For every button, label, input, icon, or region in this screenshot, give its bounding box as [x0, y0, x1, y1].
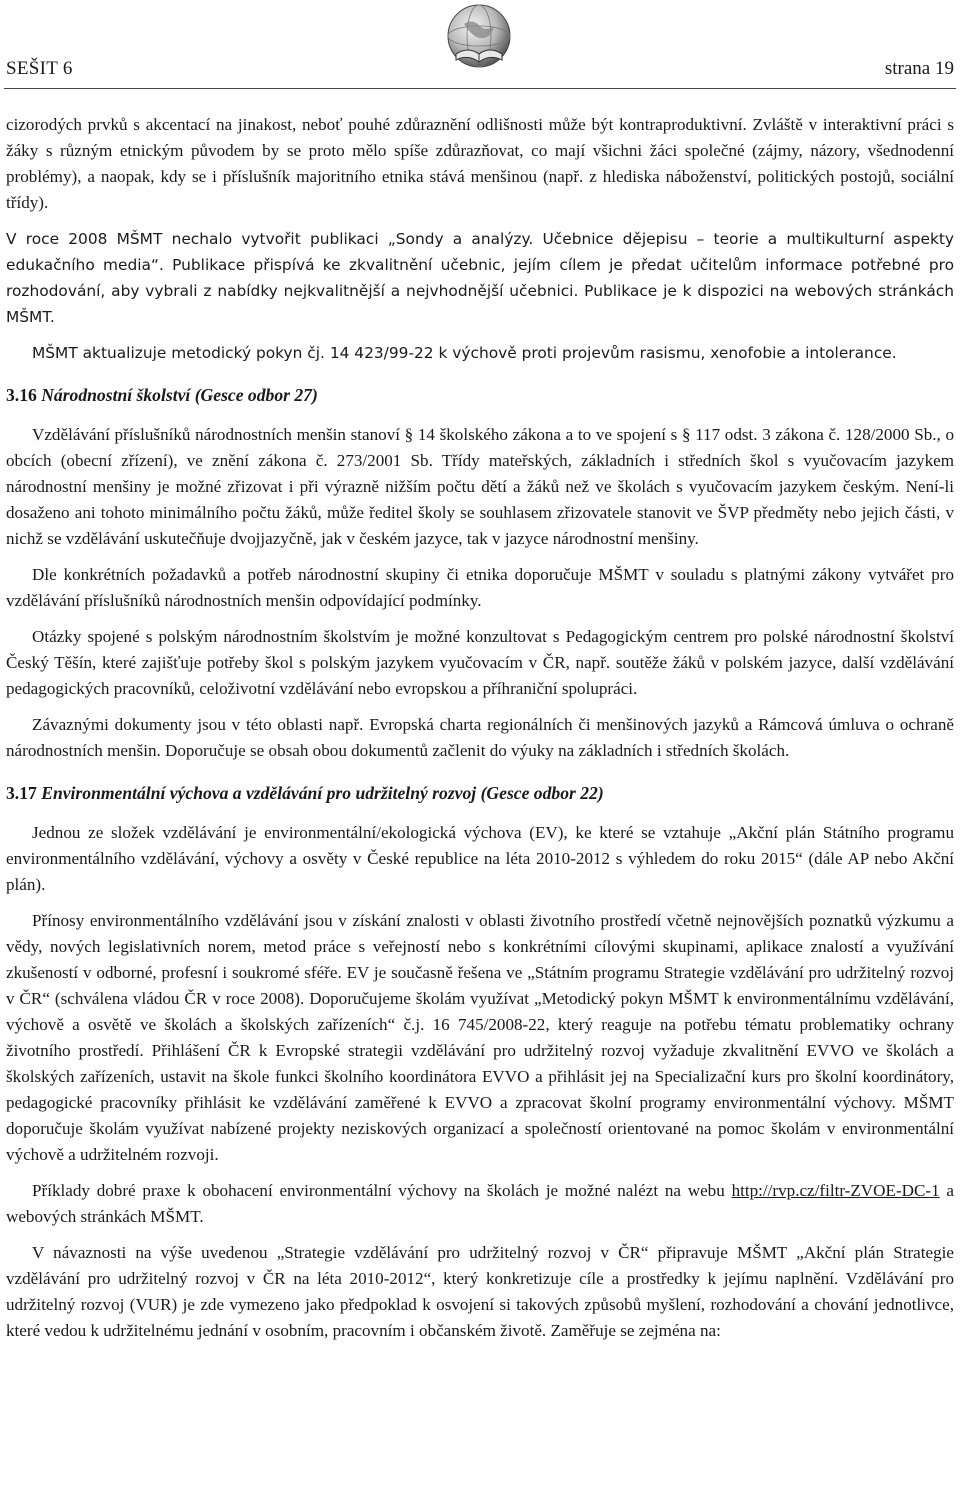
section-heading-3-16: [6, 382, 954, 408]
paragraph: Vzdělávání příslušníků národnostních menšin stanoví § 14 školského zákona a to ve spojení s § 117 odst. 3 zákona č. 128/2000 Sb., o obcích (obecní zřízení), ve znění zákona č. 273/2001 Sb. Třídy mateřských, základních i středních škol s vyučovacím jazykem národnostní menšiny je možné zřizovat i při výrazně nižším počtu dětí a žáků než ve školách s vyučovacím jazykem českým. Není-li dosaženo ani tohoto minimálního počtu žáků, může ředitel školy se souhlasem zřizovatele stanovit ve ŠVP předměty nebo jejich části, v nichž se vzdělávání uskutečňuje dvojjazyčně, jak v českém jazyce, tak v jazyce národnostní menšiny.: [6, 425, 954, 548]
paragraph: Závaznými dokumenty jsou v této oblasti např. Evropská charta regionálních či menšinových jazyků a Rámcová úmluva o ochraně národnostních menšin. Doporučuje se obsah obou dokumentů začlenit do výuky na základních i středních školách.: [6, 715, 954, 760]
page-header: [0, 0, 960, 110]
section-number: 3.16: [6, 385, 37, 405]
paragraph-with-link: [6, 1178, 954, 1230]
paragraph: V návaznosti na výše uvedenou „Strategie vzdělávání pro udržitelný rozvoj v ČR“ připravuje MŠMT „Akční plán Strategie vzdělávání pro udržitelný rozvoj v ČR na léta 2010-2012“, který konkretizuje cíle a prostředky k jejímu naplnění. Vzdělávání pro udržitelný rozvoj (VUR) je zde vymezeno jako předpoklad k osvojení si takových způsobů myšlení, rozhodování a chování jednotlivce, které vedou k udržitelnému jednání v osobním, pracovním i občanském životě. Zaměřuje se zejména na:: [6, 1243, 954, 1340]
header-divider: [4, 88, 956, 89]
section-number: 3.17: [6, 783, 37, 803]
section-title: Environmentální výchova a vzdělávání pro udržitelný rozvoj (Gesce odbor 22): [41, 783, 604, 803]
paragraph-text: a webových stránkách MŠMT.: [6, 1181, 954, 1226]
paragraph-methodical-instruction: MŠMT aktualizuje metodický pokyn čj. 14 423/99-22 k výchově proti projevům rasismu, xenofobie a intolerance.: [32, 344, 897, 362]
paragraph-msmt-publication: V roce 2008 MŠMT nechalo vytvořit publikaci „Sondy a analýzy. Učebnice dějepisu – teorie a multikulturní aspekty edukačního media“. Publikace přispívá ke zkvalitnění učebnic, jejím cílem je předat učitelům informace potřebné pro rozhodování, aby vybrali z nabídky nejkvalitnější a nejvhodnější učebnici. Publikace je k dispozici na webových stránkách MŠMT.: [6, 230, 954, 326]
paragraph: Jednou ze složek vzdělávání je environmentální/ekologická výchova (EV), ke které se vztahuje „Akční plán Státního programu environmentálního vzdělávání, výchovy a osvěty v České republice na léta 2010-2012 s výhledem do roku 2015“ (dále AP nebo Akční plán).: [6, 823, 954, 894]
paragraph: Dle konkrétních požadavků a potřeb národnostní skupiny či etnika doporučuje MŠMT v souladu s platnými zákony vytvářet pro vzdělávání příslušníků národnostních menšin odpovídající podmínky.: [6, 565, 954, 610]
page-body: [6, 112, 954, 1354]
rvp-link[interactable]: http://rvp.cz/filtr-ZVOE-DC-1: [731, 1181, 940, 1200]
section-title: Národnostní školství (Gesce odbor 27): [41, 385, 318, 405]
paragraph: cizorodých prvků s akcentací na jinakost, neboť pouhé zdůraznění odlišnosti může být kontraproduktivní. Zvláště v interaktivní práci s žáky s různým etnickým původem by se proto mělo spíše zdůrazňovat, co mají všichni žáci společné (zájmy, názory, všednodenní problémy), a naopak, kdy se i příslušník majoritního etnika stává menšinou (např. z hlediska náboženství, politických postojů, sociální třídy).: [6, 115, 954, 212]
paragraph: Přínosy environmentálního vzdělávání jsou v získání znalosti v oblasti životního prostředí včetně nejnovějších poznatků výzkumu a vědy, nových legislativních norem, metod práce s veřejností nebo s konkrétními cílovými skupinami, aplikace znalostí a využívání zkušeností v odborné, profesní i soukromé sféře. EV je současně řešena ve „Státním programu Strategie vzdělávání pro udržitelný rozvoj v ČR“ (schválena vládou ČR v roce 2008). Doporučujeme školám využívat „Metodický pokyn MŠMT k environmentálnímu vzdělávání, výchově a osvětě ve školách a školských zařízeních“ č.j. 16 745/2008-22, který reaguje na potřebu tématu problematiky ochrany životního prostředí. Přihlášení ČR k Evropské strategii vzdělávání pro udržitelný rozvoj vyžaduje zkvalitnění EVVO ve školách a školských zařízeních, ustavit na škole funkci školního koordinátora EVVO a přihlásit jej na Specializační kurs pro školní koordinátory, pedagogické pracovníky přihlásit ke vzdělávání zaměřené k EVVO a zpracovat školní programy environmentální výchovy. MŠMT doporučuje školám využívat nabízené projekty neziskových organizací a společností orientované na pomoc školám v environmentální výchově a udržitelném rozvoji.: [6, 911, 954, 1164]
paragraph-text: Příklady dobré praxe k obohacení environmentální výchovy na školách je možné nalézt na webu: [32, 1181, 732, 1200]
page-number: strana 19: [884, 58, 954, 79]
journal-issue: SEŠIT 6: [6, 58, 73, 79]
section-heading-3-17: [6, 780, 954, 806]
paragraph: Otázky spojené s polským národnostním školstvím je možné konzultovat s Pedagogickým centrem pro polské národnostní školství Český Těšín, které zajišťuje potřeby škol s polským jazykem vyučovacím v ČR, např. soutěže žáků v polském jazyce, další vzdělávání pedagogických pracovníků, celoživotní vzdělávání nebo evropskou a příhraniční spolupráci.: [6, 627, 954, 698]
globe-book-icon: [442, 2, 516, 76]
